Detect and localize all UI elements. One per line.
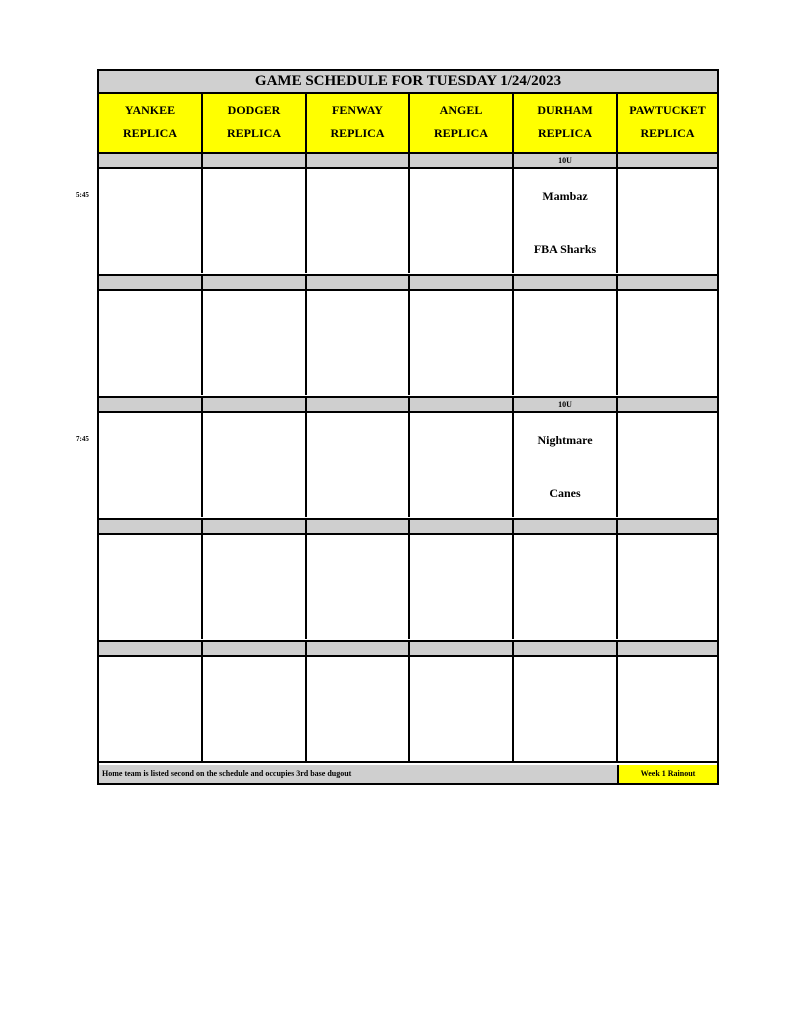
away-team: Mambaz (542, 189, 588, 203)
field-name: PAWTUCKET (629, 103, 706, 117)
game-cell (203, 291, 307, 395)
division-bar (514, 276, 618, 289)
game-cell (514, 657, 618, 761)
division-bar (99, 276, 203, 289)
field-name: YANKEE (124, 103, 176, 117)
division-bar (203, 276, 307, 289)
division-bar (307, 154, 410, 167)
home-team-note: Home team is listed second on the schedule and occupies 3rd base dugout (99, 765, 617, 783)
field-name: DODGER (227, 103, 281, 117)
game-cell (410, 291, 514, 395)
field-type: REPLICA (537, 126, 592, 140)
game-cell (307, 291, 410, 395)
game-cell (99, 291, 203, 395)
game-cell (203, 657, 307, 761)
division-bar (618, 276, 717, 289)
game-cell (203, 535, 307, 639)
division-bar (618, 398, 717, 411)
field-type: REPLICA (640, 126, 695, 140)
game-cell (410, 535, 514, 639)
slot-time: 5:45 (76, 191, 89, 199)
division-bar (203, 520, 307, 533)
page-title: GAME SCHEDULE FOR TUESDAY 1/24/2023 (99, 71, 717, 94)
game-cell (307, 535, 410, 639)
field-header-angel (410, 94, 514, 152)
game-cell (307, 657, 410, 761)
division-bar (618, 520, 717, 533)
game-cell (410, 657, 514, 761)
home-team: Canes (549, 486, 581, 500)
field-header-durham (514, 94, 618, 152)
game-cell (203, 413, 307, 517)
division-bar (99, 398, 203, 411)
slot-time: 7:45 (76, 435, 89, 443)
division-bar (203, 154, 307, 167)
game-cell (307, 413, 410, 517)
division-bar (203, 642, 307, 655)
home-team: FBA Sharks (533, 242, 597, 256)
field-header-fenway (307, 94, 410, 152)
division-bar (410, 520, 514, 533)
game-cell (618, 169, 717, 273)
game-cell (514, 291, 618, 395)
division-bar (410, 642, 514, 655)
game-cell (514, 169, 618, 273)
division-bar (307, 276, 410, 289)
row-divider (99, 761, 717, 763)
field-type: REPLICA (330, 126, 385, 140)
game-cell (307, 169, 410, 273)
field-type: REPLICA (122, 126, 177, 140)
game-cell (618, 535, 717, 639)
field-header-dodger (203, 94, 307, 152)
game-cell (99, 657, 203, 761)
division-bar (99, 154, 203, 167)
field-name: ANGEL (439, 103, 483, 117)
field-type: REPLICA (226, 126, 281, 140)
division-bar (514, 642, 618, 655)
division-bar (514, 520, 618, 533)
division-bar (307, 520, 410, 533)
game-cell (99, 413, 203, 517)
game-cell (618, 291, 717, 395)
division-bar (618, 154, 717, 167)
division-bar (203, 398, 307, 411)
rainout-badge: Week 1 Rainout (617, 765, 717, 783)
game-cell (618, 413, 717, 517)
field-header-yankee (99, 94, 203, 152)
field-header-pawtucket (618, 94, 717, 152)
division-bar (618, 642, 717, 655)
division-bar (410, 398, 514, 411)
game-cell (618, 657, 717, 761)
division-bar: 10U (514, 154, 618, 167)
away-team: Nightmare (537, 433, 593, 447)
field-type: REPLICA (433, 126, 488, 140)
division-bar (99, 642, 203, 655)
game-cell (514, 413, 618, 517)
schedule-table (97, 69, 719, 785)
game-cell (99, 169, 203, 273)
field-name: DURHAM (537, 103, 593, 117)
division-bar: 10U (514, 398, 618, 411)
division-bar (307, 398, 410, 411)
game-cell (514, 535, 618, 639)
division-bar (410, 154, 514, 167)
game-cell (410, 169, 514, 273)
game-cell (99, 535, 203, 639)
division-bar (99, 520, 203, 533)
game-cell (203, 169, 307, 273)
field-name: FENWAY (332, 103, 383, 117)
division-bar (410, 276, 514, 289)
division-bar (307, 642, 410, 655)
game-cell (410, 413, 514, 517)
